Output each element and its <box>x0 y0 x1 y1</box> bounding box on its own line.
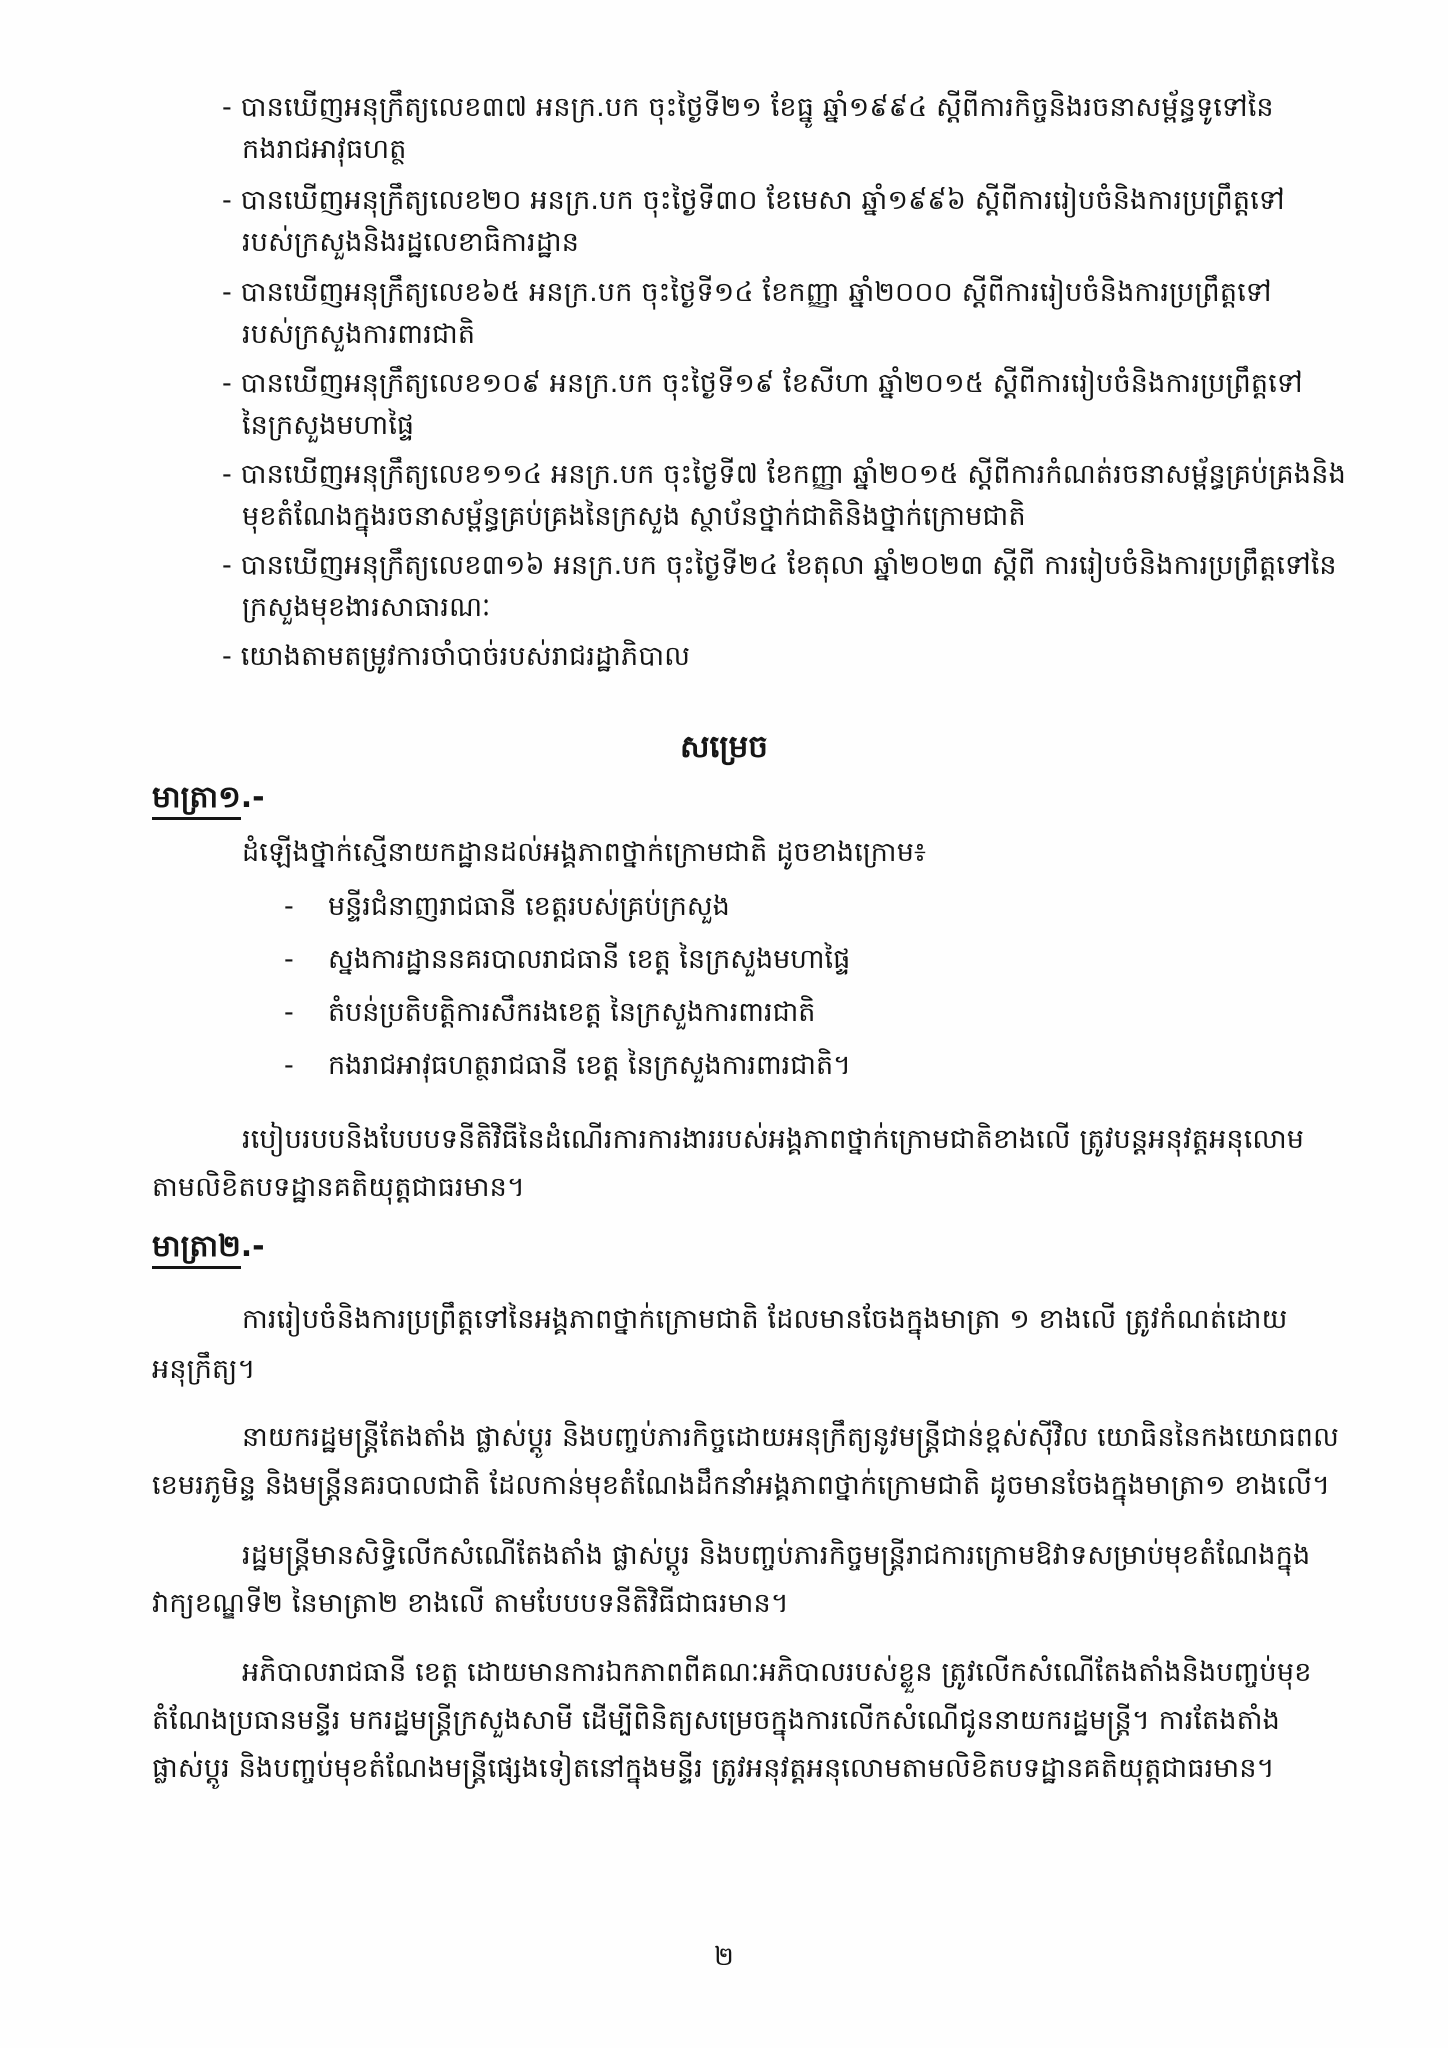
article-1-intro: ដំឡើងថ្នាក់ស្មើនាយកដ្ឋានដល់អង្គភាពថ្នាក់ក្រោមជាតិ ដូចខាងក្រោម៖ <box>242 837 927 868</box>
page-number: ២ <box>714 1942 734 1972</box>
preamble-item-1-line2: កងរាជអាវុធហត្ថ <box>242 134 407 165</box>
article-2-p4-line2: តំណែងប្រធានមន្ទីរ មករដ្ឋមន្ត្រីក្រសួងសាមី ដើម្បីពិនិត្យសម្រេចក្នុងការលើកសំណើជូននាយករដ្ឋមន្ត្រី។ ការតែងតាំង <box>152 1705 1280 1736</box>
article-2-title-text: មាត្រា២ <box>152 1229 241 1269</box>
preamble-item-6-line1: - បានឃើញអនុក្រឹត្យលេខ៣១៦ អនក្រ.បក ចុះថ្ងៃទី២៤ ខែតុលា ឆ្នាំ២០២៣ ស្ដីពី ការរៀបចំនិងការប្រព្រឹត្តទៅនៃ <box>222 550 1337 581</box>
preamble-item-4-line2: នៃក្រសួងមហាផ្ទៃ <box>242 410 415 441</box>
article-1-list-dash-2: - <box>284 944 294 975</box>
preamble-item-5-line2: មុខតំណែងក្នុងរចនាសម្ព័ន្ធគ្រប់គ្រងនៃក្រសួង ស្ថាប័នថ្នាក់ជាតិនិងថ្នាក់ក្រោមជាតិ <box>242 501 1026 532</box>
preamble-item-4-line1: - បានឃើញអនុក្រឹត្យលេខ១០៩ អនក្រ.បក ចុះថ្ងៃទី១៩ ខែសីហា ឆ្នាំ២០១៥ ស្ដីពីការរៀបចំនិងការប្រព្រឹត្តទៅ <box>222 368 1303 399</box>
preamble-item-6-line2: ក្រសួងមុខងារសាធារណៈ <box>242 592 491 623</box>
article-1-list-dash-4: - <box>284 1050 294 1081</box>
preamble-item-3-line1: - បានឃើញអនុក្រឹត្យលេខ៦៥ អនក្រ.បក ចុះថ្ងៃទី១៤ ខែកញ្ញា ឆ្នាំ២០០០ ស្ដីពីការរៀបចំនិងការប្រព្រឹត្តទៅ <box>222 277 1272 308</box>
article-1-title-text: មាត្រា១ <box>152 780 241 820</box>
preamble-item-3-line2: របស់ក្រសួងការពារជាតិ <box>242 319 476 350</box>
preamble-item-1-line1: - បានឃើញអនុក្រឹត្យលេខ៣៧ អនក្រ.បក ចុះថ្ងៃទី២១ ខែធ្នូ ឆ្នាំ១៩៩៤ ស្ដីពីការកិច្ចនិងរចនាសម្ព័ន្ធទូទៅនៃ <box>222 92 1274 123</box>
article-1-list-item-4: កងរាជអាវុធហត្ថរាជធានី ខេត្ត នៃក្រសួងការពារជាតិ។ <box>328 1050 851 1081</box>
article-1-list-item-3: តំបន់ប្រតិបត្តិការសឹករងខេត្ត នៃក្រសួងការពារជាតិ <box>328 997 816 1028</box>
article-1-list-dash-3: - <box>284 997 294 1028</box>
article-2-p3-line1: រដ្ឋមន្ត្រីមានសិទ្ធិលើកសំណើតែងតាំង ផ្លាស់ប្តូរ និងបញ្ចប់ភារកិច្ចមន្ត្រីរាជការក្រោមឱវាទសម្រាប់មុខតំណែងក្នុង <box>242 1540 1311 1571</box>
preamble-item-2-line2: របស់ក្រសួងនិងរដ្ឋលេខាធិការដ្ឋាន <box>242 227 580 258</box>
article-2-p1-line1: ការរៀបចំនិងការប្រព្រឹត្តទៅនៃអង្គភាពថ្នាក់ក្រោមជាតិ ដែលមានចែងក្នុងមាត្រា ១ ខាងលើ ត្រូវកំណត់ដោយ <box>242 1304 1288 1335</box>
article-2-title-suffix: .- <box>240 1229 265 1264</box>
article-2-p4-line1: អភិបាលរាជធានី ខេត្ត ដោយមានការឯកភាពពីគណៈអភិបាលរបស់ខ្លួន ត្រូវលើកសំណើតែងតាំងនិងបញ្ចប់មុខ <box>242 1657 1312 1688</box>
article-1-list-item-2: ស្នងការដ្ឋាននគរបាលរាជធានី ខេត្ត នៃក្រសួងមហាផ្ទៃ <box>328 944 851 975</box>
article-1-para-line1: របៀបរបបនិងបែបបទនីតិវិធីនៃដំណើរការការងាររបស់អង្គភាពថ្នាក់ក្រោមជាតិខាងលើ ត្រូវបន្តអនុវត្តអនុលោម <box>242 1124 1305 1155</box>
decision-heading: សម្រេច <box>680 729 768 765</box>
preamble-item-5-line1: - បានឃើញអនុក្រឹត្យលេខ១១៤ អនក្រ.បក ចុះថ្ងៃទី៧ ខែកញ្ញា ឆ្នាំ២០១៥ ស្ដីពីការកំណត់រចនាសម្ព័ន្ធគ្រប់គ្រងនិង <box>222 459 1346 490</box>
preamble-item-2-line1: - បានឃើញអនុក្រឹត្យលេខ២០ អនក្រ.បក ចុះថ្ងៃទី៣០ ខែមេសា ឆ្នាំ១៩៩៦ ស្ដីពីការរៀបចំនិងការប្រព្រឹត្តទៅ <box>222 185 1285 216</box>
article-2-p4-line3: ផ្លាស់ប្តូរ និងបញ្ចប់មុខតំណែងមន្ត្រីផ្សេងទៀតនៅក្នុងមន្ទីរ ត្រូវអនុវត្តអនុលោមតាមលិខិតបទដ្ឋានគតិយុត្តជាធរមាន។ <box>152 1753 1275 1784</box>
article-1-title <box>152 776 265 820</box>
article-2-p1-line2: អនុក្រឹត្យ។ <box>152 1354 256 1385</box>
article-2-title <box>152 1225 265 1269</box>
article-1-list-item-1: មន្ទីរជំនាញរាជធានី ខេត្តរបស់គ្រប់ក្រសួង <box>328 891 730 922</box>
article-1-list-dash-1: - <box>284 891 294 922</box>
article-1-title-suffix: .- <box>240 780 265 815</box>
preamble-item-7-line1: - យោងតាមតម្រូវការចាំបាច់របស់រាជរដ្ឋាភិបាល <box>222 641 691 672</box>
article-1-para-line2: តាមលិខិតបទដ្ឋានគតិយុត្តជាធរមាន។ <box>152 1172 525 1203</box>
article-2-p2-line1: នាយករដ្ឋមន្ត្រីតែងតាំង ផ្លាស់ប្តូរ និងបញ្ចប់ភារកិច្ចដោយអនុក្រឹត្យនូវមន្ត្រីជាន់ខ្ពស់ស៊ីវិល យោធិននៃកងយោធពល <box>242 1422 1340 1453</box>
article-2-p2-line2: ខេមរភូមិន្ទ និងមន្ត្រីនគរបាលជាតិ ដែលកាន់មុខតំណែងដឹកនាំអង្គភាពថ្នាក់ក្រោមជាតិ ដូចមានចែងក្នុងមាត្រា១ ខាងលើ។ <box>152 1470 1331 1501</box>
article-2-p3-line2: វាក្យខណ្ឌទី២ នៃមាត្រា២ ខាងលើ តាមបែបបទនីតិវិធីជាធរមាន។ <box>152 1588 789 1619</box>
